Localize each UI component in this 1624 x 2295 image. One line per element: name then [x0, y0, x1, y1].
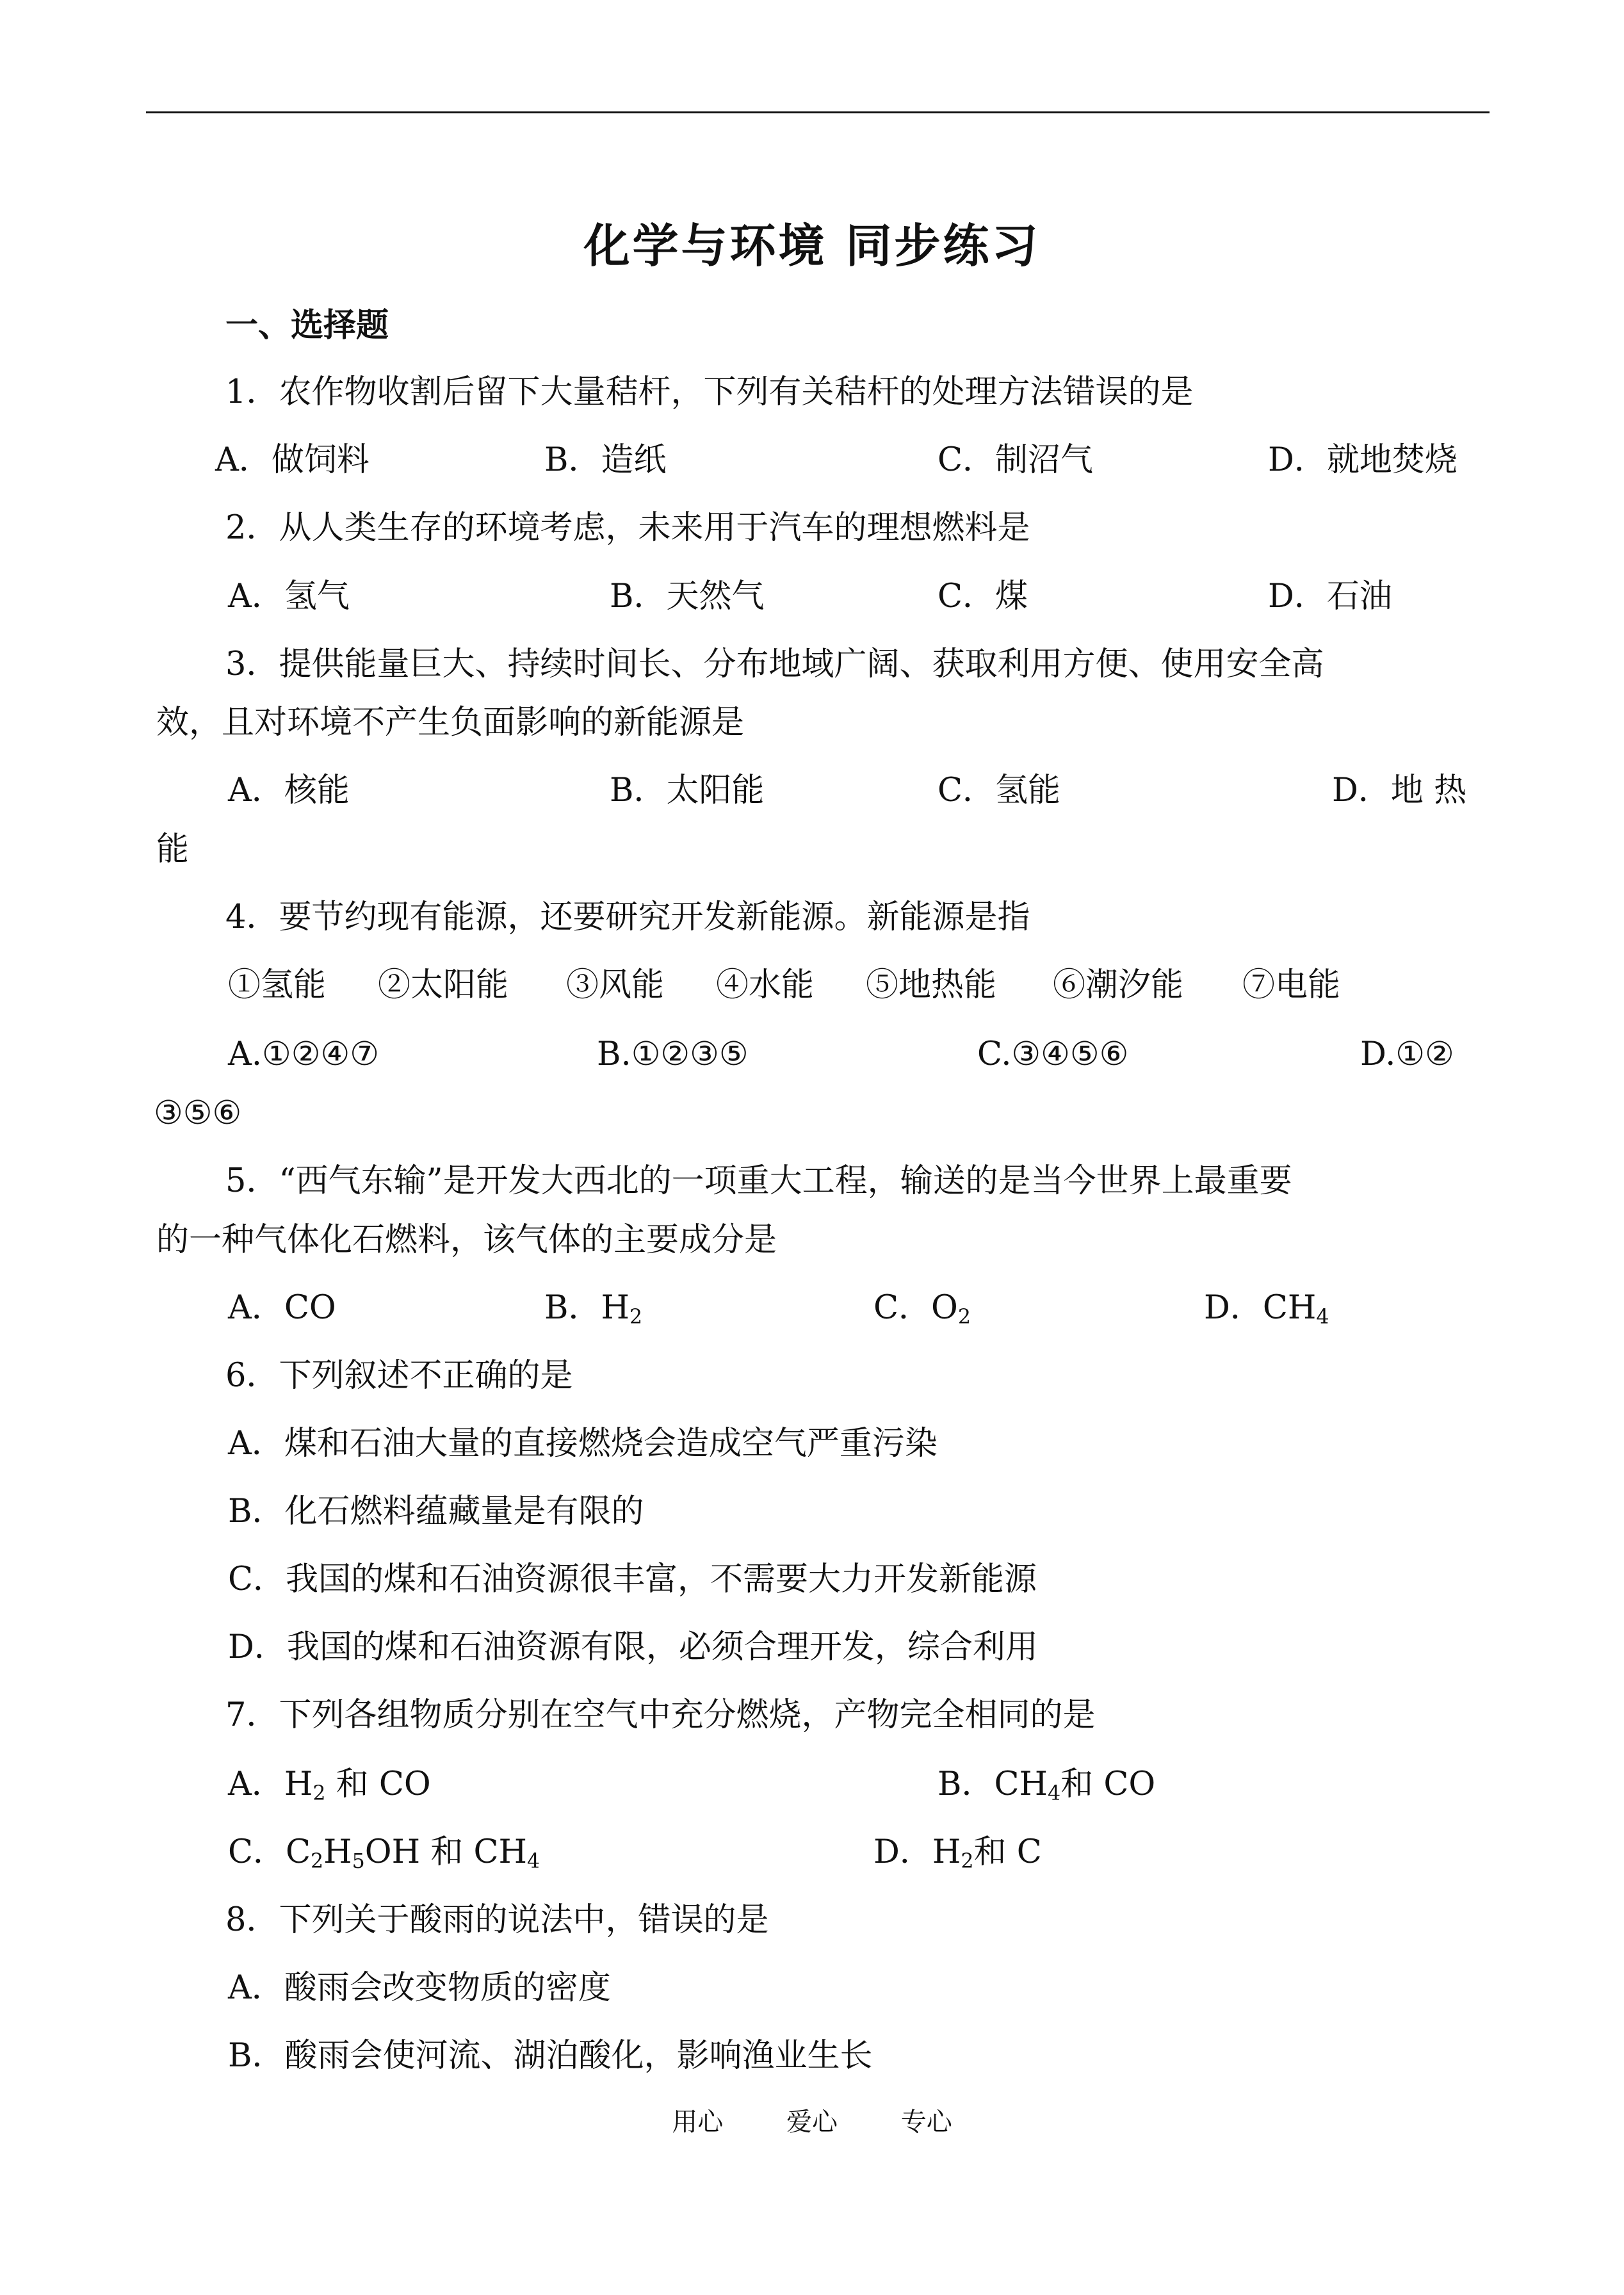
subscript: 4: [1047, 1781, 1061, 1805]
q6-option-d: D．我国的煤和石油资源有限，必须合理开发，综合利用: [228, 1628, 1038, 1666]
q7-option-b: [938, 1762, 1155, 1807]
q4-option-a: A.①②④⑦: [228, 1035, 379, 1073]
q4-item-4: ④水能: [716, 966, 815, 1004]
question-6-stem: 6．下列叙述不正确的是: [225, 1357, 573, 1395]
q4-item-7: ⑦电能: [1242, 966, 1341, 1004]
question-5-stem-line-1: 5．“西气东输”是开发大西北的一项重大工程，输送的是当今世界上最重要: [225, 1162, 1292, 1200]
q4-option-d-wrap: ③⑤⑥: [154, 1094, 242, 1132]
subscript: 2: [311, 1849, 324, 1873]
q2-option-c: C．煤: [938, 578, 1028, 615]
option-text: H: [323, 1833, 352, 1871]
footer-text-3: 专心: [900, 2107, 952, 2137]
option-text: A．CO: [228, 1289, 336, 1327]
question-3-stem-line-2: 效，且对环境不产生负面影响的新能源是: [156, 704, 745, 742]
option-text: D．H: [873, 1833, 961, 1871]
question-7-stem: 7．下列各组物质分别在空气中充分燃烧，产物完全相同的是: [225, 1696, 1096, 1734]
q1-option-a: A．做饲料: [215, 441, 369, 479]
q5-option-d: [1204, 1286, 1329, 1331]
option-text: OH 和 CH: [364, 1833, 527, 1871]
subscript: 4: [1316, 1305, 1329, 1329]
q1-option-b: B．造纸: [544, 441, 667, 479]
question-8-stem: 8．下列关于酸雨的说法中，错误的是: [225, 1901, 769, 1939]
subscript: 2: [961, 1849, 974, 1873]
option-text: 和 CO: [1060, 1765, 1156, 1803]
subscript: 2: [957, 1305, 971, 1329]
option-text: C．O: [873, 1289, 958, 1327]
option-text: 和 C: [973, 1833, 1042, 1871]
footer-text-1: 用心: [672, 2107, 724, 2137]
q2-option-b: B．天然气: [610, 578, 765, 615]
question-2-stem: 2．从人类生存的环境考虑，未来用于汽车的理想燃料是: [225, 509, 1030, 547]
q7-option-d: [873, 1830, 1042, 1875]
q4-item-1: ①氢能: [228, 966, 327, 1004]
q5-option-b: [544, 1286, 642, 1331]
q8-option-b: B．酸雨会使河流、湖泊酸化，影响渔业生长: [228, 2037, 873, 2075]
question-3-stem-line-1: 3．提供能量巨大、持续时间长、分布地域广阔、获取利用方便、使用安全高: [225, 645, 1324, 683]
q4-option-d: D.①②: [1360, 1035, 1454, 1073]
option-text: A．H: [228, 1765, 313, 1803]
header-rule: [146, 111, 1490, 113]
q4-option-b: B.①②③⑤: [597, 1035, 749, 1073]
q4-item-2: ②太阳能: [378, 966, 509, 1004]
q6-option-c: C．我国的煤和石油资源很丰富，不需要大力开发新能源: [228, 1561, 1037, 1598]
q6-option-a: A．煤和石油大量的直接燃烧会造成空气严重污染: [228, 1425, 938, 1463]
subscript: 4: [527, 1849, 540, 1873]
page-title: 化学与环境 同步练习: [583, 218, 1041, 273]
q3-option-b: B．太阳能: [610, 772, 765, 809]
q1-option-c: C．制沼气: [938, 441, 1094, 479]
option-text: B．H: [544, 1289, 629, 1327]
question-5-stem-line-2: 的一种气体化石燃料，该气体的主要成分是: [156, 1221, 777, 1259]
q5-option-c: [873, 1286, 971, 1331]
option-text: D．CH: [1204, 1289, 1317, 1327]
q5-option-a: [228, 1286, 336, 1331]
q8-option-a: A．酸雨会改变物质的密度: [228, 1969, 611, 2007]
q7-option-a: [228, 1762, 431, 1807]
section-heading: 一、选择题: [225, 306, 389, 345]
option-text: B．CH: [938, 1765, 1048, 1803]
q4-item-5: ⑤地热能: [866, 966, 997, 1004]
q2-option-d: D．石油: [1268, 578, 1392, 615]
question-1-stem: 1．农作物收割后留下大量秸杆，下列有关秸杆的处理方法错误的是: [225, 373, 1194, 411]
subscript: 5: [352, 1849, 365, 1873]
q4-item-3: ③风能: [566, 966, 665, 1004]
option-text: C．C: [228, 1833, 311, 1871]
subscript: 2: [629, 1305, 643, 1329]
subscript: 2: [313, 1781, 326, 1805]
q7-option-c: [228, 1830, 540, 1875]
q3-option-d-wrap: 能: [156, 831, 190, 868]
page-footer: [0, 2103, 1624, 2141]
q3-option-d: D．地 热: [1332, 772, 1467, 809]
q3-option-c: C．氢能: [938, 772, 1061, 809]
q4-item-6: ⑥潮汐能: [1053, 966, 1184, 1004]
q3-option-a: A．核能: [228, 772, 350, 809]
footer-text-2: 爱心: [786, 2107, 838, 2137]
q6-option-b: B．化石燃料蕴藏量是有限的: [228, 1493, 644, 1530]
q2-option-a: A．氢气: [228, 578, 350, 615]
q4-option-c: C.③④⑤⑥: [977, 1035, 1129, 1073]
option-text: 和 CO: [325, 1765, 431, 1803]
q1-option-d: D．就地焚烧: [1268, 441, 1458, 479]
question-4-stem: 4．要节约现有能源，还要研究开发新能源。新能源是指: [225, 898, 1030, 936]
